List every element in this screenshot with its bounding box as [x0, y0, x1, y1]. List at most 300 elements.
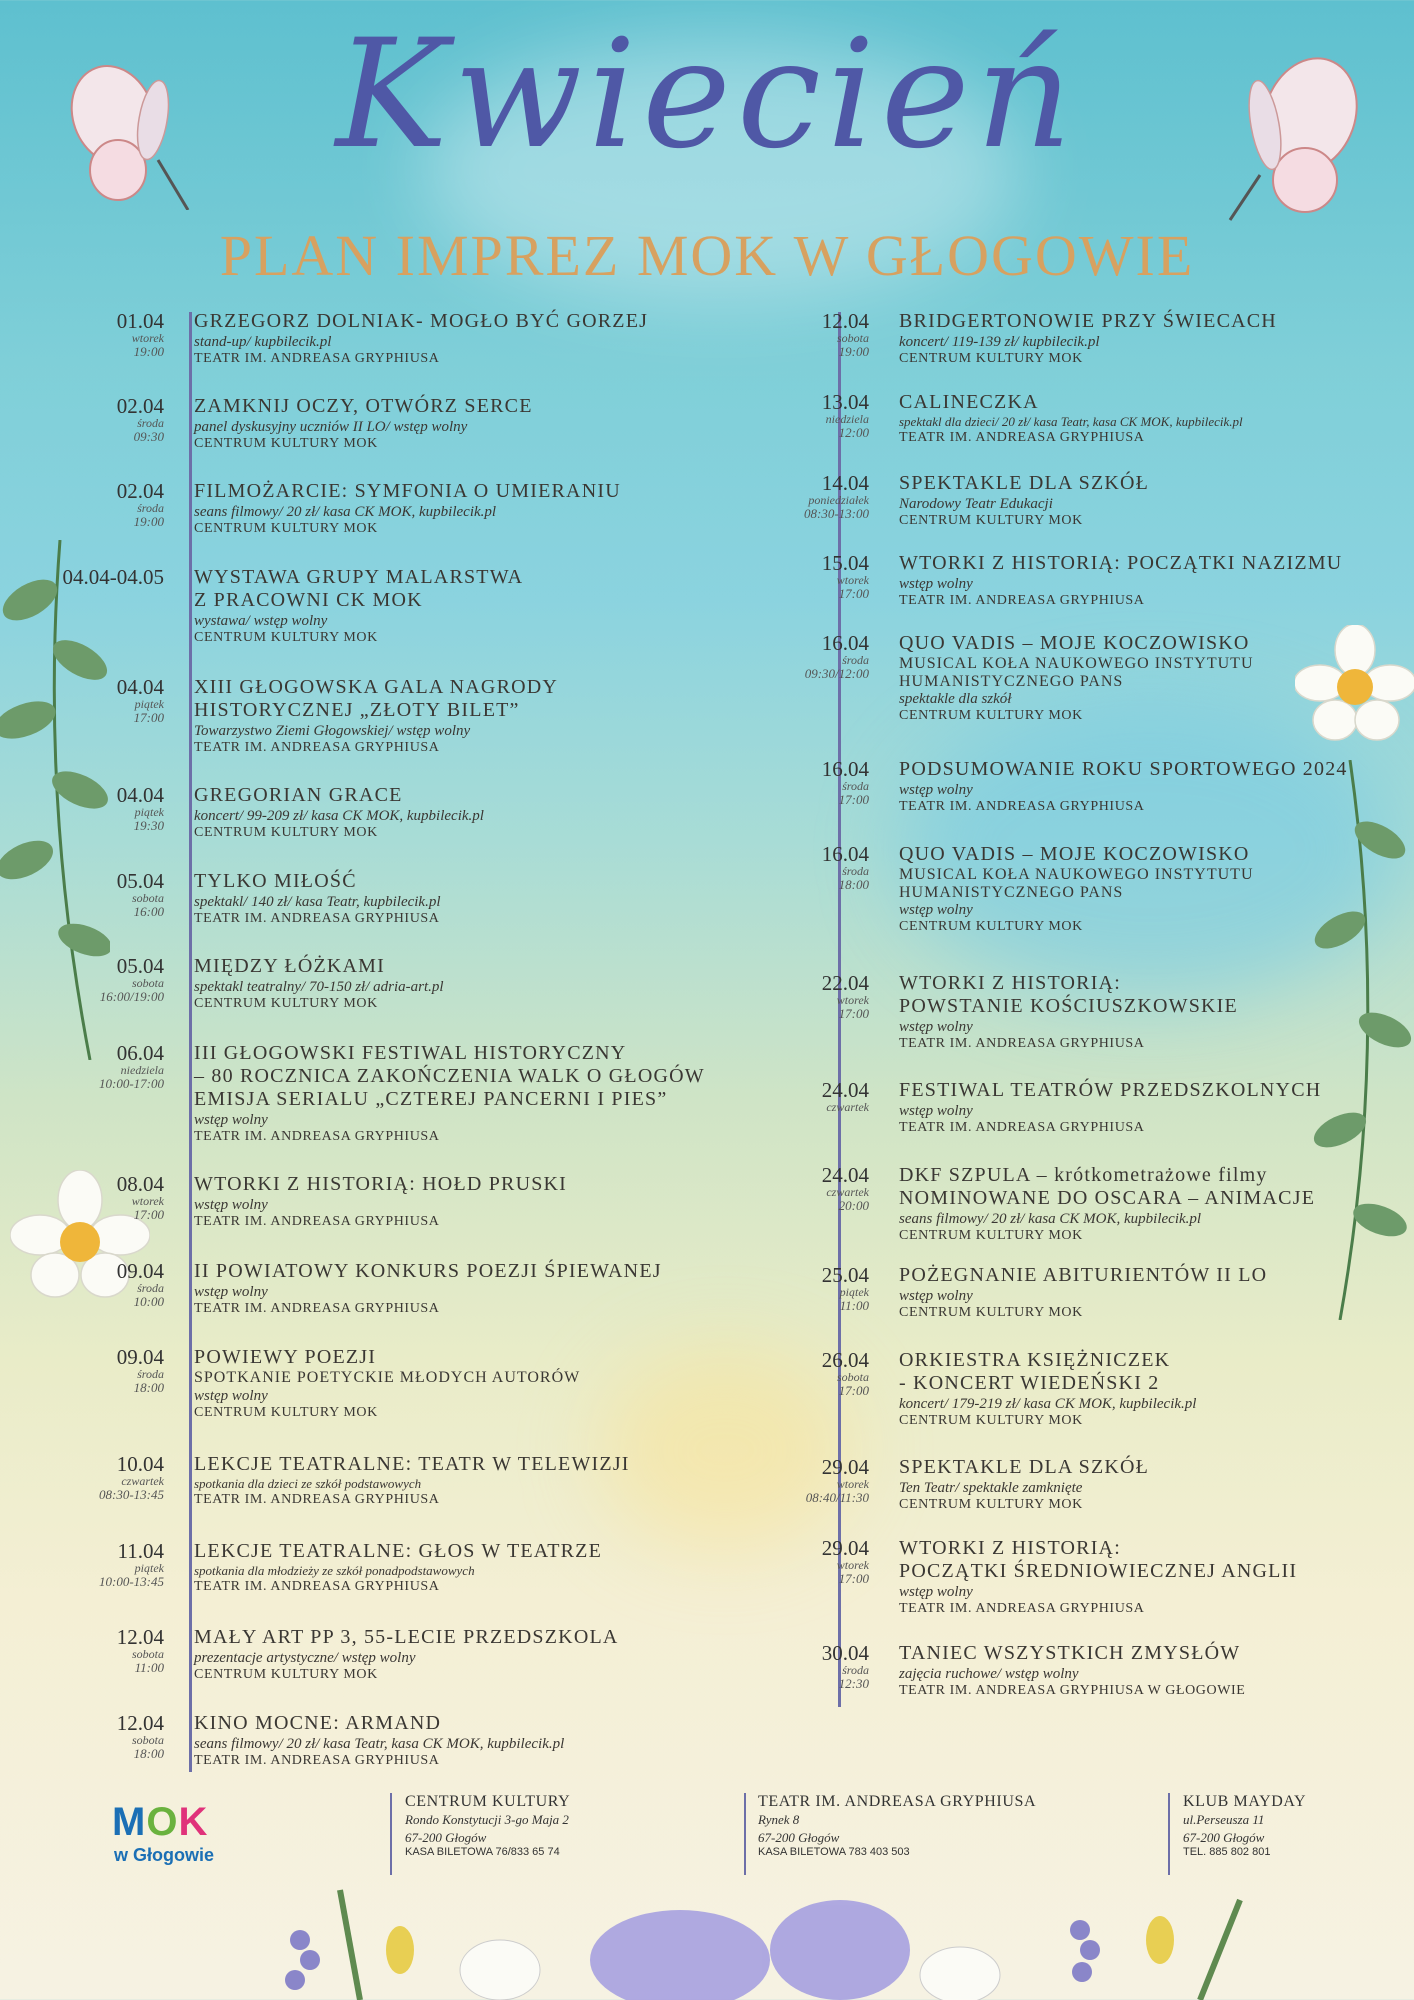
event-item — [40, 1540, 602, 1595]
event-subtitle: MUSICAL KOŁA NAUKOWEGO INSTYTUTU — [899, 866, 1254, 883]
event-date-block — [745, 758, 883, 816]
event-date-block — [745, 391, 883, 446]
event-info: wstęp wolny — [194, 1284, 268, 1300]
event-body — [883, 1164, 1315, 1245]
event-date: 26.04 — [821, 1348, 869, 1372]
event-title: WYSTAWA GRUPY MALARSTWA — [194, 566, 524, 588]
event-subtitle: MUSICAL KOŁA NAUKOWEGO INSTYTUTU — [899, 655, 1254, 672]
event-title-line2: Z PRACOWNI CK MOK — [194, 589, 423, 611]
event-date: 04.04 — [116, 675, 164, 699]
event-title-line2: HISTORYCZNEJ „ZŁOTY BILET” — [194, 699, 520, 721]
event-title: POŻEGNANIE ABITURIENTÓW II LO — [899, 1264, 1268, 1286]
event-venue: TEATR IM. ANDREASA GRYPHIUSA — [194, 351, 440, 366]
event-info: spektakl/ 140 zł/ kasa Teatr, kupbilecik.pl — [194, 894, 441, 910]
event-weekday: sobota — [131, 891, 164, 906]
event-body — [883, 1079, 1321, 1137]
event-date: 10.04 — [116, 1452, 164, 1476]
event-body — [178, 676, 558, 757]
event-weekday: środa — [842, 1663, 869, 1678]
logo-letter-m: M — [112, 1800, 147, 1844]
flower-icon — [1295, 625, 1414, 755]
event-item — [745, 310, 1277, 368]
event-title: III GŁOGOWSKI FESTIWAL HISTORYCZNY — [194, 1042, 627, 1064]
event-item — [745, 758, 1348, 816]
event-item — [745, 972, 1238, 1053]
event-info: Narodowy Teatr Edukacji — [899, 496, 1053, 512]
event-title: ZAMKNIJ OCZY, OTWÓRZ SERCE — [194, 395, 533, 417]
event-date-block — [40, 1540, 178, 1595]
venue-address: Rynek 8 — [758, 1812, 800, 1827]
event-weekday: środa — [137, 1367, 164, 1382]
venue-address: ul.Perseusza 11 — [1183, 1812, 1265, 1827]
footer-separator — [744, 1793, 746, 1875]
event-hour: 08:30-13:00 — [804, 505, 869, 521]
venue-phone: KASA BILETOWA 783 403 503 — [758, 1846, 910, 1859]
event-weekday: czwartek — [121, 1474, 164, 1489]
event-title-line2: - KONCERT WIEDEŃSKI 2 — [899, 1372, 1160, 1394]
venue-city: 67-200 Głogów — [1183, 1829, 1265, 1845]
event-date: 04.04-04.05 — [62, 565, 164, 589]
event-title-line2: NOMINOWANE DO OSCARA – ANIMACJE — [899, 1187, 1316, 1209]
event-date: 16.04 — [821, 757, 869, 781]
event-weekday: czwartek — [826, 1185, 869, 1200]
event-body — [178, 1346, 580, 1421]
event-item — [745, 1349, 1196, 1430]
event-item — [40, 1173, 567, 1231]
event-date-block — [20, 566, 178, 647]
event-body — [178, 1712, 564, 1770]
event-item — [745, 1642, 1245, 1700]
event-date-block — [745, 843, 883, 936]
event-hour: 20:00 — [838, 1197, 869, 1213]
event-hour: 12:00 — [838, 424, 869, 440]
event-date: 30.04 — [821, 1641, 869, 1665]
event-title-line2: POWSTANIE KOŚCIUSZKOWSKIE — [899, 995, 1238, 1017]
event-item — [745, 472, 1149, 530]
event-date: 13.04 — [821, 390, 869, 414]
event-title: XIII GŁOGOWSKA GALA NAGRODY — [194, 676, 559, 698]
event-weekday: wtorek — [836, 993, 869, 1008]
event-title: PODSUMOWANIE ROKU SPORTOWEGO 2024 — [899, 758, 1348, 780]
event-body — [883, 1349, 1196, 1430]
event-item — [40, 1453, 630, 1508]
event-item — [745, 1164, 1315, 1245]
event-weekday: czwartek — [826, 1100, 869, 1115]
event-title: BRIDGERTONOWIE PRZY ŚWIECACH — [899, 310, 1277, 332]
event-subtitle-line2: HUMANISTYCZNEGO PANS — [899, 883, 1124, 901]
event-date: 08.04 — [116, 1172, 164, 1196]
event-date-block — [745, 972, 883, 1053]
event-date-block — [745, 1164, 883, 1245]
event-info: seans filmowy/ 20 zł/ kasa CK MOK, kupbilecik.pl — [194, 504, 497, 520]
event-info: wstęp wolny — [194, 1387, 268, 1404]
event-title: GRZEGORZ DOLNIAK- MOGŁO BYĆ GORZEJ — [194, 310, 649, 332]
event-venue: TEATR IM. ANDREASA GRYPHIUSA — [194, 1214, 440, 1229]
event-info: Towarzystwo Ziemi Głogowskiej/ wstęp wolny — [194, 723, 471, 739]
event-info: koncert/ 99-209 zł/ kasa CK MOK, kupbilecik.pl — [194, 808, 484, 824]
event-body — [178, 310, 648, 368]
logo-letter-o: O — [146, 1800, 179, 1844]
event-date: 15.04 — [821, 551, 869, 575]
event-title: SPEKTAKLE DLA SZKÓŁ — [899, 1456, 1150, 1478]
footer-separator — [1168, 1793, 1170, 1875]
event-weekday: środa — [842, 864, 869, 879]
event-venue: TEATR IM. ANDREASA GRYPHIUSA — [899, 1036, 1145, 1051]
event-title: CALINECZKA — [899, 391, 1039, 413]
event-date: 16.04 — [821, 631, 869, 655]
event-hour: 11:00 — [839, 1297, 869, 1313]
event-body — [883, 472, 1149, 530]
event-item — [40, 480, 621, 538]
event-info: koncert/ 119-139 zł/ kupbilecik.pl — [899, 334, 1100, 350]
event-date: 14.04 — [821, 471, 869, 495]
event-weekday: sobota — [836, 1370, 869, 1385]
event-item — [40, 870, 441, 928]
event-title: WTORKI Z HISTORIĄ: — [899, 1537, 1121, 1559]
event-item — [40, 395, 533, 453]
event-venue: TEATR IM. ANDREASA GRYPHIUSA — [899, 799, 1145, 814]
event-venue: CENTRUM KULTURY MOK — [899, 1413, 1083, 1428]
event-title-line2: – 80 ROCZNICA ZAKOŃCZENIA WALK O GŁOGÓW — [194, 1065, 705, 1087]
event-venue: TEATR IM. ANDREASA GRYPHIUSA W GŁOGOWIE — [899, 1683, 1246, 1698]
event-subtitle: SPOTKANIE POETYCKIE MŁODYCH AUTORÓW — [194, 1369, 581, 1386]
event-date: 24.04 — [821, 1163, 869, 1187]
event-weekday: niedziela — [120, 1063, 164, 1078]
venue-city: 67-200 Głogów — [405, 1829, 487, 1845]
event-weekday: poniedziałek — [808, 493, 869, 508]
event-info: panel dyskusyjny uczniów II LO/ wstęp wolny — [194, 419, 468, 435]
event-title: II POWIATOWY KONKURS POEZJI ŚPIEWANEJ — [194, 1260, 662, 1282]
event-weekday: piątek — [134, 805, 164, 820]
event-venue: CENTRUM KULTURY MOK — [194, 996, 378, 1011]
event-title: TANIEC WSZYSTKICH ZMYSŁÓW — [899, 1642, 1241, 1664]
event-info: prezentacje artystyczne/ wstęp wolny — [194, 1650, 416, 1666]
event-date: 05.04 — [116, 869, 164, 893]
event-info: wstęp wolny — [899, 902, 973, 919]
event-hour: 17:00 — [838, 1005, 869, 1021]
event-item — [745, 1537, 1297, 1618]
event-weekday: środa — [137, 416, 164, 431]
event-venue: CENTRUM KULTURY MOK — [899, 1497, 1083, 1512]
event-item — [40, 1260, 662, 1318]
event-venue: CENTRUM KULTURY MOK — [194, 436, 378, 451]
event-title: ORKIESTRA KSIĘŻNICZEK — [899, 1349, 1171, 1371]
event-date-block — [40, 676, 178, 757]
event-date-block — [40, 1346, 178, 1421]
event-date-block — [745, 472, 883, 530]
event-title: FILMOŻARCIE: SYMFONIA O UMIERANIU — [194, 480, 621, 502]
event-date: 09.04 — [116, 1345, 164, 1369]
event-info: spektakle dla szkół — [899, 691, 1012, 708]
event-date-block — [40, 955, 178, 1013]
event-body — [178, 1453, 630, 1508]
event-date: 09.04 — [116, 1259, 164, 1283]
event-date-block — [40, 310, 178, 368]
event-weekday: sobota — [131, 976, 164, 991]
event-date-block — [40, 395, 178, 453]
event-title: LEKCJE TEATRALNE: GŁOS W TEATRZE — [194, 1540, 603, 1562]
event-item — [40, 676, 558, 757]
event-venue: CENTRUM KULTURY MOK — [899, 708, 1083, 724]
event-info: seans filmowy/ 20 zł/ kasa CK MOK, kupbilecik.pl — [899, 1211, 1202, 1227]
event-venue: CENTRUM KULTURY MOK — [194, 1667, 378, 1682]
event-date: 04.04 — [116, 783, 164, 807]
event-hour: 11:00 — [134, 1659, 164, 1675]
event-date: 22.04 — [821, 971, 869, 995]
event-weekday: niedziela — [825, 412, 869, 427]
event-info: zajęcia ruchowe/ wstęp wolny — [899, 1666, 1079, 1682]
event-date: 12.04 — [821, 309, 869, 333]
event-info: wystawa/ wstęp wolny — [194, 613, 328, 629]
event-title: FESTIWAL TEATRÓW PRZEDSZKOLNYCH — [899, 1079, 1322, 1101]
event-hour: 17:00 — [838, 791, 869, 807]
event-date: 12.04 — [116, 1625, 164, 1649]
venue-name: TEATR IM. ANDREASA GRYPHIUSA — [758, 1793, 1037, 1810]
event-body — [178, 1173, 567, 1231]
event-body — [178, 1626, 619, 1684]
event-date-block — [745, 1456, 883, 1514]
event-weekday: wtorek — [131, 331, 164, 346]
event-venue: TEATR IM. ANDREASA GRYPHIUSA — [899, 593, 1145, 608]
leaf-branch-icon — [1310, 760, 1414, 1320]
event-hour: 09:30 — [133, 428, 164, 444]
event-date: 06.04 — [116, 1041, 164, 1065]
event-body — [178, 1540, 602, 1595]
event-body — [178, 1042, 705, 1146]
venue-city: 67-200 Głogów — [758, 1829, 840, 1845]
event-date: 12.04 — [116, 1711, 164, 1735]
event-body — [178, 395, 533, 453]
event-info: wstęp wolny — [899, 1584, 973, 1600]
event-item — [40, 310, 648, 368]
event-title: GREGORIAN GRACE — [194, 784, 403, 806]
venue-name: CENTRUM KULTURY — [405, 1793, 571, 1810]
event-item — [745, 1264, 1267, 1322]
event-title: WTORKI Z HISTORIĄ: — [899, 972, 1121, 994]
event-date-block — [745, 1537, 883, 1618]
event-body — [178, 955, 444, 1013]
event-info: stand-up/ kupbilecik.pl — [194, 334, 332, 350]
event-venue: TEATR IM. ANDREASA GRYPHIUSA — [194, 1753, 440, 1768]
event-hour: 17:00 — [133, 1206, 164, 1222]
event-date: 16.04 — [821, 842, 869, 866]
event-info: seans filmowy/ 20 zł/ kasa Teatr, kasa CK MOK, kupbilecik.pl — [194, 1736, 565, 1752]
event-date: 25.04 — [821, 1263, 869, 1287]
event-info: koncert/ 179-219 zł/ kasa CK MOK, kupbilecik.pl — [899, 1396, 1197, 1412]
event-hour: 18:00 — [133, 1745, 164, 1761]
event-hour: 17:00 — [838, 1382, 869, 1398]
event-body — [178, 784, 484, 842]
event-info: wstęp wolny — [899, 576, 973, 592]
event-hour: 17:00 — [838, 1570, 869, 1586]
event-weekday: piątek — [134, 1561, 164, 1576]
event-hour: 19:00 — [133, 343, 164, 359]
event-body — [178, 566, 523, 647]
event-venue: TEATR IM. ANDREASA GRYPHIUSA — [194, 1301, 440, 1316]
event-hour: 19:30 — [133, 817, 164, 833]
event-date: 05.04 — [116, 954, 164, 978]
event-body — [178, 1260, 662, 1318]
event-weekday: sobota — [836, 331, 869, 346]
event-item — [40, 1346, 580, 1421]
event-venue: TEATR IM. ANDREASA GRYPHIUSA — [194, 740, 440, 755]
event-info: wstęp wolny — [899, 782, 973, 798]
event-title: KINO MOCNE: ARMAND — [194, 1712, 442, 1734]
event-venue: CENTRUM KULTURY MOK — [899, 1228, 1083, 1243]
event-title: QUO VADIS – MOJE KOCZOWISKO — [899, 843, 1250, 865]
event-item — [745, 1079, 1321, 1137]
event-venue: TEATR IM. ANDREASA GRYPHIUSA — [194, 1578, 440, 1594]
event-info: spektakl teatralny/ 70-150 zł/ adria-art.pl — [194, 979, 444, 995]
event-date-block — [745, 632, 883, 725]
event-body — [883, 1537, 1297, 1618]
venue-phone: KASA BILETOWA 76/833 65 74 — [405, 1846, 560, 1859]
event-venue: TEATR IM. ANDREASA GRYPHIUSA — [899, 1120, 1145, 1135]
footer-separator — [390, 1793, 392, 1875]
event-venue: CENTRUM KULTURY MOK — [899, 1305, 1083, 1320]
event-venue: TEATR IM. ANDREASA GRYPHIUSA — [194, 1129, 440, 1144]
footer-venue-mayday — [1183, 1793, 1306, 1858]
event-hour: 12:30 — [838, 1675, 869, 1691]
event-date-block — [40, 480, 178, 538]
event-item — [40, 1042, 705, 1146]
event-body — [178, 870, 441, 928]
event-weekday: wtorek — [836, 1558, 869, 1573]
event-weekday: sobota — [131, 1647, 164, 1662]
event-date-block — [40, 1260, 178, 1318]
event-date: 01.04 — [116, 309, 164, 333]
event-hour: 10:00-13:45 — [99, 1573, 164, 1589]
event-body — [883, 972, 1238, 1053]
event-item — [745, 843, 1254, 936]
event-weekday: piątek — [839, 1285, 869, 1300]
event-hour: 08:40/11:30 — [805, 1489, 869, 1505]
event-body — [883, 391, 1243, 446]
event-date-block — [745, 1642, 883, 1700]
event-title: WTORKI Z HISTORIĄ: HOŁD PRUSKI — [194, 1173, 568, 1195]
event-weekday: środa — [137, 501, 164, 516]
event-date-block — [40, 1626, 178, 1684]
venue-phone: TEL. 885 802 801 — [1183, 1846, 1271, 1859]
page-subtitle: PLAN IMPREZ MOK W GŁOGOWIE — [219, 223, 1195, 288]
event-title: SPEKTAKLE DLA SZKÓŁ — [899, 472, 1150, 494]
event-venue: TEATR IM. ANDREASA GRYPHIUSA — [194, 1491, 440, 1507]
event-venue: CENTRUM KULTURY MOK — [194, 630, 378, 645]
event-body — [883, 632, 1254, 725]
event-item — [40, 1712, 564, 1770]
event-venue: TEATR IM. ANDREASA GRYPHIUSA — [899, 1601, 1145, 1616]
event-weekday: wtorek — [131, 1194, 164, 1209]
event-date-block — [745, 552, 883, 610]
event-venue: CENTRUM KULTURY MOK — [194, 1404, 378, 1420]
event-venue: TEATR IM. ANDREASA GRYPHIUSA — [899, 429, 1145, 445]
event-date-block — [40, 1173, 178, 1231]
event-body — [178, 480, 621, 538]
footer-venue-teatr — [758, 1793, 1036, 1858]
event-item — [40, 1626, 619, 1684]
event-hour: 18:00 — [133, 1379, 164, 1395]
venue-address: Rondo Konstytucji 3-go Maja 2 — [405, 1812, 569, 1827]
event-hour: 16:00/19:00 — [99, 988, 164, 1004]
event-date-block — [40, 1453, 178, 1508]
event-item — [745, 391, 1243, 446]
event-info: spotkania dla dzieci ze szkół podstawowych — [194, 1476, 422, 1491]
event-hour: 10:00 — [133, 1293, 164, 1309]
page-title: Kwiecień — [335, 8, 1079, 182]
event-weekday: piątek — [134, 697, 164, 712]
event-date-block — [745, 1079, 883, 1137]
event-venue: CENTRUM KULTURY MOK — [899, 513, 1083, 528]
event-item — [745, 632, 1254, 725]
event-hour: 17:00 — [133, 709, 164, 725]
event-date: 02.04 — [116, 479, 164, 503]
event-body — [883, 1456, 1149, 1514]
event-item — [745, 552, 1342, 610]
event-weekday: środa — [137, 1281, 164, 1296]
event-body — [883, 552, 1342, 610]
event-date: 29.04 — [821, 1536, 869, 1560]
venue-name: KLUB MAYDAY — [1183, 1793, 1307, 1810]
event-hour: 08:30-13:45 — [99, 1486, 164, 1502]
event-date-block — [40, 784, 178, 842]
event-body — [883, 843, 1254, 936]
event-date-block — [40, 870, 178, 928]
event-title: MAŁY ART PP 3, 55-LECIE PRZEDSZKOLA — [194, 1626, 619, 1648]
event-hour: 09:30/12:00 — [804, 665, 869, 681]
event-venue: CENTRUM KULTURY MOK — [194, 521, 378, 536]
event-info: wstęp wolny — [194, 1197, 268, 1213]
event-body — [883, 758, 1348, 816]
event-venue: CENTRUM KULTURY MOK — [899, 919, 1083, 935]
event-date: 02.04 — [116, 394, 164, 418]
event-info: wstęp wolny — [899, 1103, 973, 1119]
event-weekday: środa — [842, 779, 869, 794]
event-title: MIĘDZY ŁÓŻKAMI — [194, 955, 386, 977]
event-body — [883, 1264, 1267, 1322]
event-body — [883, 310, 1277, 368]
event-venue: TEATR IM. ANDREASA GRYPHIUSA — [194, 911, 440, 926]
event-title-line2: POCZĄTKI ŚREDNIOWIECZNEJ ANGLII — [899, 1560, 1298, 1582]
event-weekday: wtorek — [836, 573, 869, 588]
event-title: POWIEWY POEZJI — [194, 1346, 377, 1368]
mok-logo — [112, 1800, 214, 1866]
footer-venue-ck — [405, 1793, 570, 1858]
event-body — [883, 1642, 1245, 1700]
flowers-bottom-icon — [200, 1880, 1300, 2000]
event-weekday: sobota — [131, 1733, 164, 1748]
logo-subtitle: w Głogowie — [114, 1845, 215, 1865]
event-title: DKF SZPULA – krótkometrażowe filmy — [899, 1164, 1268, 1186]
event-title: QUO VADIS – MOJE KOCZOWISKO — [899, 632, 1250, 654]
event-hour: 19:00 — [133, 513, 164, 529]
event-hour: 19:00 — [838, 343, 869, 359]
event-date: 11.04 — [117, 1539, 164, 1563]
event-hour: 18:00 — [838, 876, 869, 892]
event-title: LEKCJE TEATRALNE: TEATR W TELEWIZJI — [194, 1453, 630, 1475]
event-hour: 16:00 — [133, 903, 164, 919]
event-subtitle-line2: HUMANISTYCZNEGO PANS — [899, 672, 1124, 690]
event-info: spektakl dla dzieci/ 20 zł/ kasa Teatr, kasa CK MOK, kupbilecik.pl — [899, 414, 1243, 429]
event-title-line3: EMISJA SERIALU „CZTEREJ PANCERNI I PIES” — [194, 1088, 668, 1110]
event-date-block — [40, 1042, 178, 1146]
event-item — [745, 1456, 1149, 1514]
event-item — [40, 955, 444, 1013]
event-date: 29.04 — [821, 1455, 869, 1479]
event-venue: CENTRUM KULTURY MOK — [899, 351, 1083, 366]
event-weekday: wtorek — [836, 1477, 869, 1492]
logo-letter-k: K — [178, 1800, 209, 1844]
event-weekday: środa — [842, 653, 869, 668]
